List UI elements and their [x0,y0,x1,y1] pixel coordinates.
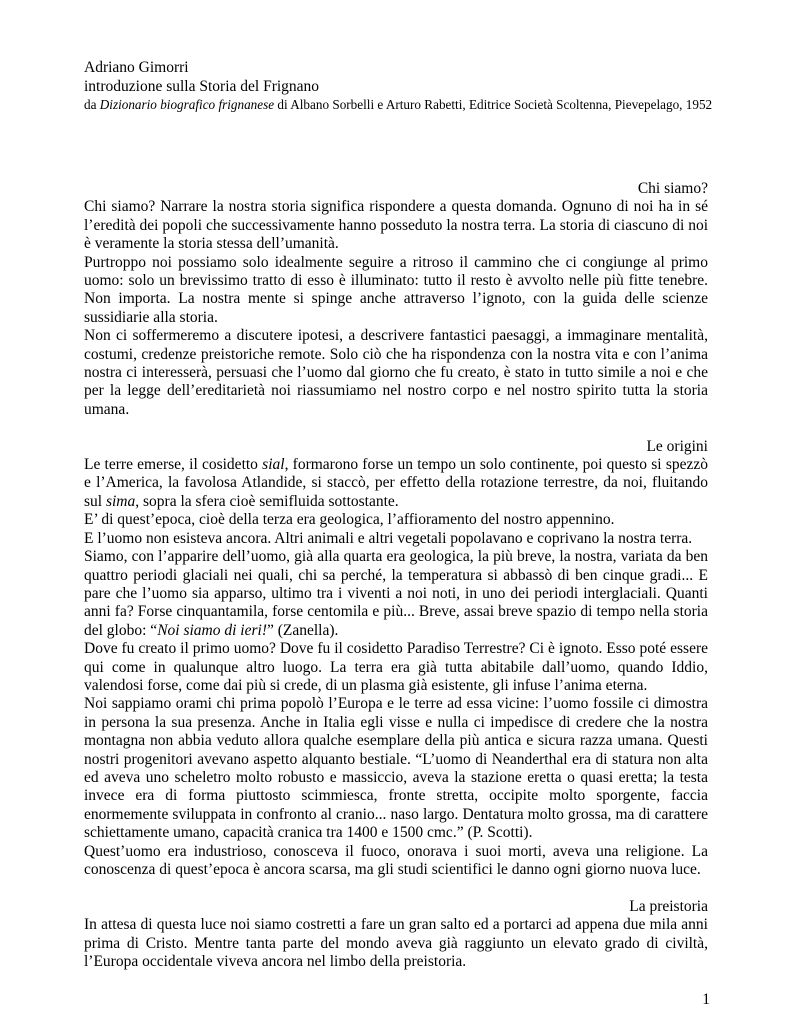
section-spacer [84,879,708,897]
text-run: , formarono forse un tempo un solo continente, poi questo si spezzò e l’America, la favolosa Atlandide, si staccò, per effetto della rotazione terrestre, da noi, fluitando sul [84,456,708,510]
source-book-title: Dizionario biografico frignanese [99,97,275,112]
page-number: 1 [702,991,710,1008]
paragraph: Noi sappiamo orami chi prima popolò l’Europa e le terre ad essa vicine: l’uomo fossile ci dimostra in persona la sua presenza. Anche in Italia egli visse e nulla ci impedisce di credere che la nostra montagna non abbia veduto allora qualche esemplare della più antica e sicura razza umana. Questi nostri progenitori avevano aspetto alquanto bestiale. “L’uomo di Neanderthal era di statura non alta ed aveva uno scheletro molto robusto e massiccio, aveva la stazione eretta o quasi eretta; la testa invece era di forma piuttosto scimmiesca, fronte stretta, occipite molto sporgente, faccia enormemente sviluppata in confronto al cranio... naso largo. Dentatura molto grossa, ma di carattere schiettamente umano, capacità cranica tra 1400 e 1500 cmc.” (P. Scotti). [84,695,708,842]
section-spacer [84,419,708,437]
paragraph: Non ci soffermeremo a discutere ipotesi, a descrivere fantastici paesaggi, a immaginare mentalità, costumi, credenze preistoriche remote. Solo ciò che ha rispondenza con la nostra vita e con l’anima nostra ci interesserà, persuasi che l’uomo dal giorno che fu creato, è stato in tutto simile a noi e che per la legge dell’ereditarietà noi riassumiamo nel nostro corpo e nel nostro spirito tutta la storia umana. [84,327,708,418]
text-run: , sopra la sfera cioè semifluida sottostante. [135,492,399,510]
paragraph: Dove fu creato il primo uomo? Dove fu il cosidetto Paradiso Terrestre? Ci è ignoto. Esso poté essere qui come in qualunque altro luogo. La terra era già tutta abitabile dall’uomo, quando Iddio, valendosi forse, come dai più si crede, di un plasma già esistente, gli infuse l’anima eterna. [84,640,708,694]
paragraph [84,456,708,511]
text-run: Le terre emerse, il cosidetto [84,456,263,474]
source-prefix: da [84,97,100,112]
paragraph: Quest’uomo era industrioso, conosceva il fuoco, onorava i suoi morti, aveva una religione. La conoscenza di quest’epoca è ancora scarsa, ma gli studi scientifici le danno ogni giorno nuova luce. [84,842,708,879]
document-title: introduzione sulla Storia del Frignano [84,78,320,95]
section-heading-la-preistoria: La preistoria [629,897,708,915]
source-details: di Albano Sorbelli e Arturo Rabetti, Editrice Società Scoltenna, Pievepelago, 1952 [274,97,713,112]
document-header [84,58,724,113]
paragraph: E l’uomo non esisteva ancora. Altri animali e altri vegetali popolavano e coprivano la nostra terra. [84,529,693,547]
author-name: Adriano Gimorri [84,59,189,76]
paragraph [84,548,708,640]
italic-term-sima: sima [105,492,136,510]
text-run: Siamo, con l’apparire dell’uomo, già alla quarta era geologica, la più breve, la nostra, variata da ben quattro periodi glaciali nei quali, chi sa perché, la temperatura si abbassò di ben cinque gradi... E pare che l’uomo sia apparso, ultimo tra i viventi a noi noti, in uno dei periodi interglaciali. Quanti anni fa? Forse cinquantamila, forse centomila e più... Breve, assai breve spazio di tempo nella storia del globo: “ [84,548,708,639]
italic-quote: Noi siamo di ieri! [157,621,267,639]
section-heading-chi-siamo: Chi siamo? [637,180,708,197]
source-citation [84,96,724,113]
document-body [84,180,708,971]
paragraph: In attesa di questa luce noi siamo costretti a fare un gran salto ed a portarci ad appena due mila anni prima di Cristo. Mentre tanta parte del mondo aveva già raggiunto un elevato grado di civiltà, l’Europa occidentale viveva ancora nel limbo della preistoria. [84,916,708,971]
paragraph: Chi siamo? Narrare la nostra storia significa rispondere a questa domanda. Ognuno di noi ha in sé l’eredità dei popoli che successivamente hanno posseduto la nostra terra. La storia di ciascuno di noi è veramente la storia stessa dell’umanità. [84,198,708,253]
text-run: ” (Zanella). [266,621,339,639]
paragraph: Purtroppo noi possiamo solo idealmente seguire a ritroso il cammino che ci congiunge al primo uomo: solo un brevissimo tratto di esso è illuminato: tutto il resto è avvolto nelle più fitte tenebre. Non importa. La nostra mente si spinge anche attraverso l’ignoto, con la guida delle scienze sussidiarie alla storia. [84,253,708,326]
section-heading-le-origini: Le origini [646,437,708,455]
paragraph: E’ di quest’epoca, cioè della terza era geologica, l’affioramento del nostro appennino. [84,511,615,529]
italic-term-sial: sial [262,456,285,474]
